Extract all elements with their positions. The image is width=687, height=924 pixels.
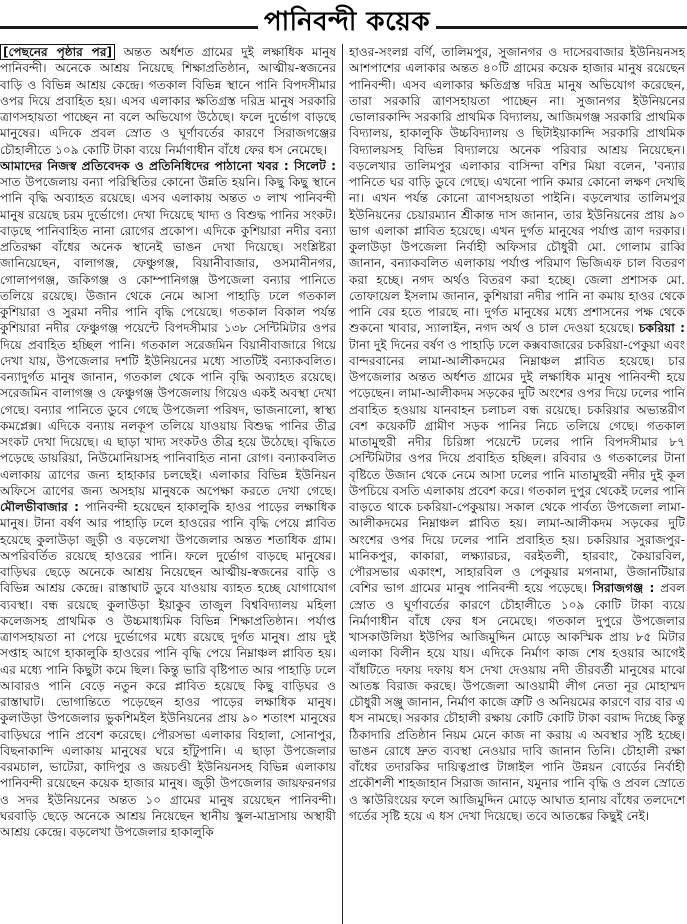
article-column-right <box>349 44 685 924</box>
paragraph-continuation <box>349 44 685 824</box>
sirajganj-body: প্রবল স্রোত ও ঘূর্ণাবর্তের কারণে চৌহালীতে ১০৯ কোটি টাকা ব্যয়ে নির্মাণাধীন বাঁধে ফের ধস নেমেছে। গতকাল দুপুরে উপজেলার খাসকাউলিয়া ইউপির আজিমুদ্দিন মোড়ে আকস্মিক প্রায় ৮৫ মিটার এলাকা বিলীন হয়ে যায়। এদিকে নির্মাণ কাজ শেষ হওয়ার আগেই বাঁধটিতে দফায় দফায় ধস দেখা দেওয়ায় নদী তীরবর্তী মানুষের মাঝে আতঙ্ক বিরাজ করছে। উপজেলা আওয়ামী লীগ নেতা নূর মোহাম্মদ চৌধুরী সঞ্জু জানান, নির্মাণ কাজে ত্রুটি ও অনিয়মের কারণে বার বার এ ধস নামছে। সরকার চৌহালী রক্ষায় কোটি কোটি টাকা বরাদ্দ দিচ্ছে কিন্তু ঠিকাদারি প্রতিষ্ঠান নিয়ম মেনে কাজ না করায় এ অবস্থার সৃষ্টি হচ্ছে। ভাঙন রোধে দ্রুত ব্যবস্থা নেওয়ার দাবি জানান তিনি। চৌহালী রক্ষা বাঁধের তদারকির দায়িত্বপ্রাপ্ত টাঙ্গাইল পানি উন্নয়ন বোর্ডের নির্বাহী প্রকৌশলী শাহজাহান সিরাজ জানান, যমুনার পানি বৃদ্ধি ও প্রবল স্রোতে ও স্কাউরিংয়ের ফলে আজিমুদ্দিন মোড়ে আঘাত হানায় বাঁধের তলদেশে গর্তের সৃষ্টি হয়ে এ ধস দেখা দিয়েছে। তবে আতঙ্কের কিছুই নেই। <box>349 581 685 823</box>
moulvibazar-heading: মৌলভীবাজার : <box>0 500 79 514</box>
chakaria-heading: চকরিয়া : <box>639 321 685 336</box>
sylhet-heading: আমাদের নিজস্ব প্রতিবেদক ও প্রতিনিধিদের পাঠানো খবর : সিলেট : <box>0 158 336 173</box>
intro-text: অন্তত অর্ধশত গ্রামের দুই লক্ষাধিক মানুষ পানিবন্দী। অনেকে আশ্রয় নিয়েছে শিক্ষাপ্রতিষ্ঠান, আত্মীয়-স্বজনের বাড়ি ও বিভিন্ন আশ্রয় কেন্দ্রে। গতকাল বিভিন্ন স্থানে পানি বিপদসীমার ওপর দিয়ে প্রবাহিত হয়। এসব এলাকার ক্ষতিগ্রস্ত দরিদ্র মানুষ সরকারি ত্রাণসহায়তা পাচ্ছেন না বলে অভিযোগ উঠেছে। ফলে দুর্ভোগ বাড়ছে মানুষের। এদিকে প্রবল স্রোত ও ঘূর্ণাবর্তের কারণে সিরাজগঞ্জের চৌহালীতে ১০৯ কোটি টাকা ব্যয়ে নির্মাণাধীন বাঁধে ফের ধস নেমেছে। <box>0 45 336 157</box>
kushtia-text: জেলা প্রশাসক মো. তোফায়েল ইসলাম জানান, কুশিয়ারা নদীর পানি না কমায় হাওর থেকে পানি বের হতে পারছে না। দুর্গত মানুষের মধ্যে প্রশাসনের পক্ষ থেকে শুকনো খাবার, স্যালাইন, নগদ অর্থ ও চাল দেওয়া হয়েছে। <box>349 272 685 336</box>
moulvibazar-body: পানিবন্দী হয়েছেন হাকালুকি হাওর পাড়ের লক্ষাধিক মানুষ। টানা বর্ষণ আর পাহাড়ি ঢলে হাওরের পানি বৃদ্ধি পেয়ে প্লাবিত হয়েছে কুলাউড়া জুড়ী ও বড়লেখা উপজেলার অন্তত শতাধিক গ্রাম। অপরিবর্তিত রয়েছে হাওরের পানি। ফলে দুর্ভোগ বাড়ছে মানুষের। বাড়িঘর ছেড়ে অনেকে আশ্রয় নিয়েছেন আত্মীয়-স্বজনের বাড়ি ও বিভিন্ন আশ্রয় কেন্দ্রে। রাস্তাঘাট ডুবে যাওয়ায় ব্যাহত হচ্ছে যোগাযোগ ব্যবস্থা। বন্ধ রয়েছে কুলাউড়া ইয়াকুব তাজুল বিশ্ববিদ্যালয় মহিলা কলেজসহ প্রাথমিক ও উচ্চমাধ্যমিক বিভিন্ন শিক্ষাপ্রতিষ্ঠান। পর্যাপ্ত ত্রাণসহায়তা না পেয়ে দুর্ভোগের মধ্যে রয়েছে দুর্গত মানুষ। প্রায় দুই সপ্তাহ আগে হাকালুকি হাওরের পানি বৃদ্ধি পেয়ে নিম্নাঞ্চল প্লাবিত হয়। এর মধ্যে পানি কিছুটা কমে ছিল। কিন্তু ভারি বৃষ্টিপাত আর পাহাড়ি ঢলে আবারও পানি বেড়ে নতুন করে প্লাবিত হয়েছে কিছু বাড়িঘর ও রাস্তাঘাট। ভোগান্তিতে পড়েছেন হাওর পাড়ের লক্ষাধিক মানুষ। কুলাউড়া উপজেলার ভুকশিমইল ইউনিয়নের প্রায় ৯০ শতাংশ মানুষের বাড়িঘরে পানি প্রবেশ করেছে। পৌরসভা এলাকার বিহালা, সোনাপুর, বিছনাকান্দি এলাকায় মানুষের ঘরে হাঁটুপানি। এ ছাড়া উপজেলার বরমচাল, ভাটেরা, কাদিপুর ও জয়চণ্ডী ইউনিয়নসহ বিভিন্ন এলাকায় পানিবন্দী রয়েছেন কয়েক হাজার মানুষ। জুড়ী উপজেলার জায়ফরনগর ও সদর ইউনিয়নের অন্তত ১০ গ্রামের মানুষ রয়েছেন পানিবন্দী। ঘরবাড়ি ছেড়ে অনেকে আশ্রয় নিয়েছেন স্থানীয় স্কুল-মাদ্রাসায় অস্থায়ী আশ্রয় কেন্দ্রে। বড়লেখা উপজেলার হাকালুকি <box>0 500 336 839</box>
sirajganj-heading: সিরাজগঞ্জ : <box>592 581 655 596</box>
page-title: পানিবন্দী কয়েক <box>263 7 431 37</box>
sylhet-body: সাত উপজেলায় বন্যা পরিস্থিতির কোনো উন্নতি হয়নি। কিছু কিছু স্থানে পানি বৃদ্ধি অব্যাহত রয়েছে। এসব এলাকায় অন্তত ৩ লাখ পানিবন্দী মানুষ রয়েছে চরম দুর্ভোগে। দেখা দিয়েছে খাদ্য ও বিশুদ্ধ পানির সংকট। বাড়ছে পানিবাহিত নানা রোগের প্রকোপ। এদিকে কুশিয়ারা নদীর বন্যা প্রতিরক্ষা বাঁধের অনেক স্থানেই ভাঙন দেখা দিয়েছে। সংশ্লিষ্টরা জানিয়েছেন, বালাগঞ্জ, ফেঞ্চুগঞ্জ, বিয়ানীবাজার, ওসমানীনগর, গোলাপগঞ্জ, জকিগঞ্জ ও কোম্পানিগঞ্জ উপজেলা বন্যার পানিতে তলিয়ে রয়েছে। উজান থেকে নেমে আসা পাহাড়ি ঢলে গতকাল কুশিয়ারা ও সুরমা নদীর পানি বৃদ্ধি পেয়েছে। গতকাল বিকাল পর্যন্ত কুশিয়ারা নদীর ফেঞ্চুগঞ্জ পয়েন্টে বিপদসীমার ১৩৮ সেন্টিমিটার ওপর দিয়ে প্রবাহিত হচ্ছিল পানি। গতকাল সরেজমিন বিয়ানীবাজারে গিয়ে দেখা যায়, উপজেলার দশটি ইউনিয়নের মধ্যে সাতটিই বন্যাকবলিত। বন্যাদুর্গত মানুষ জানান, গতকাল থেকে পানি বৃদ্ধি অব্যাহত রয়েছে। সরেজমিন বালাগঞ্জ ও ফেঞ্চুগঞ্জ উপজেলায় গিয়েও একই অবস্থা দেখা গেছে। বন্যার পানিতে ডুবে গেছে উপজেলা পরিষদ, ভাজনালো, স্বাস্থ্য কমপ্লেক্স। এদিকে বন্যায় নলকূপ তলিয়ে যাওয়ায় বিশুদ্ধ পানির তীব্র সংকট দেখা দিয়েছে। এ ছাড়া খাদ্য সংকটও তীব্র হয়ে উঠেছে। বৃদ্ধিতে পড়েছে ডায়রিয়া, নিউমোনিয়াসহ পানিবাহিত নানা রোগ। বন্যাকবলিত এলাকায় ত্রাণের জন্য হাহাকার চলছেই। এলাকার বিভিন্ন ইউনিয়ন অফিসে ত্রাণের জন্য অসহায় মানুষকে অপেক্ষা করতে দেখা গেছে। <box>0 175 336 498</box>
headline-rule-left <box>0 26 258 29</box>
paragraph-intro <box>0 44 336 158</box>
headline-rule-right <box>436 26 687 29</box>
article-columns <box>0 44 687 924</box>
paragraph-sylhet <box>0 158 336 841</box>
headline-bar <box>0 0 687 44</box>
article-column-left <box>0 44 336 924</box>
chakaria-body: টানা দুই দিনের বর্ষণ ও পাহাড়ি ঢলে কক্সবাজারের চকরিয়া-পেকুয়া এবং বান্দরবানের লামা-আলীকদমের নিম্নাঞ্চল প্লাবিত হয়েছে। চার উপজেলার অন্তত অর্ধশত গ্রামের দুই লক্ষাধিক মানুষ পানিবন্দী হয়ে পড়েছেন। লামা-আলীকদম সড়কের দুটি অংশের ওপর দিয়ে ঢলের পানি প্রবাহিত হওয়ায় যানবাহন চলাচল বন্ধ রয়েছে। চকরিয়ার অভ্যন্তরীণ বেশ কয়েকটি গ্রামীণ সড়ক পানির নিচে তলিয়ে গেছে। গতকাল মাতামুহুরী নদীর চিরিঙ্গা পয়েন্টে ঢলের পানি বিপদসীমার ৮৭ সেন্টিমিটার ওপর দিয়ে প্রবাহিত হচ্ছিল। রবিবার ও গতকালের টানা বৃষ্টিতে উজান থেকে নেমে আসা ঢলের পানি মাতামুহুরী নদীর দুই কূল উপচিয়ে বসতি এলাকায় প্রবেশ করে। গতকাল দুপুর থেকেই ঢলের পানি বাড়তে থাকে চকরিয়া-পেকুয়ায়। সকাল থেকে পার্বত্য উপজেলা লামা-আলীকদমের নিম্নাঞ্চল প্লাবিত হয়। লামা-আলীকদম সড়কের দুটি অংশের ওপর দিয়ে ঢলের পানি প্রবাহিত হয়। চকরিয়ার সুরাজপুর-মানিকপুর, কাকারা, লক্ষ্যারচর, বরইতলী, হারবাং, কৈয়ারবিল, পৌরসভার একাংশ, সাহারবিল ও পেকুয়ার মগনামা, উজানটিয়ার বেশির ভাগ গ্রামের মানুষ পানিবন্দী হয়ে পড়েছে। <box>349 337 685 596</box>
column-divider <box>342 44 343 924</box>
continuation-text: হাওর-সংলগ্ন বর্ণি, তালিমপুর, সুজানগর ও দাসেরবাজার ইউনিয়নসহ আশপাশের এলাকার অন্তত ৪০টি গ্রামের কয়েক হাজার মানুষ রয়েছেন পানিবন্দী। এসব এলাকার ক্ষতিগ্রস্ত দরিদ্র মানুষ অভিযোগ করেছেন, তারা সরকারি ত্রাণসহায়তা পাচ্ছেন না। সুজানগর ইউনিয়নের ভোলারকান্দি সরকারি প্রাথমিক বিদ্যালয়, আজিমগঞ্জ সরকারি প্রাথমিক বিদ্যালয়, হাকালুকি উচ্চবিদ্যালয় ও ছিটাইয়াকান্দি সরকারি প্রাথমিক বিদ্যালয়সহ বিভিন্ন বিদ্যালয়ে অনেক পরিবার আশ্রয় নিয়েছেন। বড়লেখার তালিমপুর এলাকার বাসিন্দা বশির মিয়া বলেন, 'বন্যার পানিতে ঘর বাড়ি ডুবে গেছে। এখনো পানি কমার কোনো লক্ষণ দেখছি না। এখন পর্যন্ত কোনো ত্রাণসহায়তা পাইনি। বড়লেখার তালিমপুর ইউনিয়নের চেয়ারম্যান শ্রীকান্ত দাস জানান, তার ইউনিয়নের প্রায় ৯০ ভাগ এলাকা প্লাবিত হয়েছে। এখন দুর্গত মানুষের পর্যাপ্ত ত্রাণ দরকার। কুলাউড়া উপজেলা নির্বাহী অফিসার চৌধুরী মো. গোলাম রাব্বি জানান, বন্যাকবলিত এলাকায় পর্যাপ্ত পরিমাণ ভিজিএফ চাল বিতরণ করা হচ্ছে। নগদ অর্থও বিতরণ করা হচ্ছে। <box>349 45 685 287</box>
jump-tag: [পেছনের পৃষ্ঠার পর] <box>0 44 115 60</box>
